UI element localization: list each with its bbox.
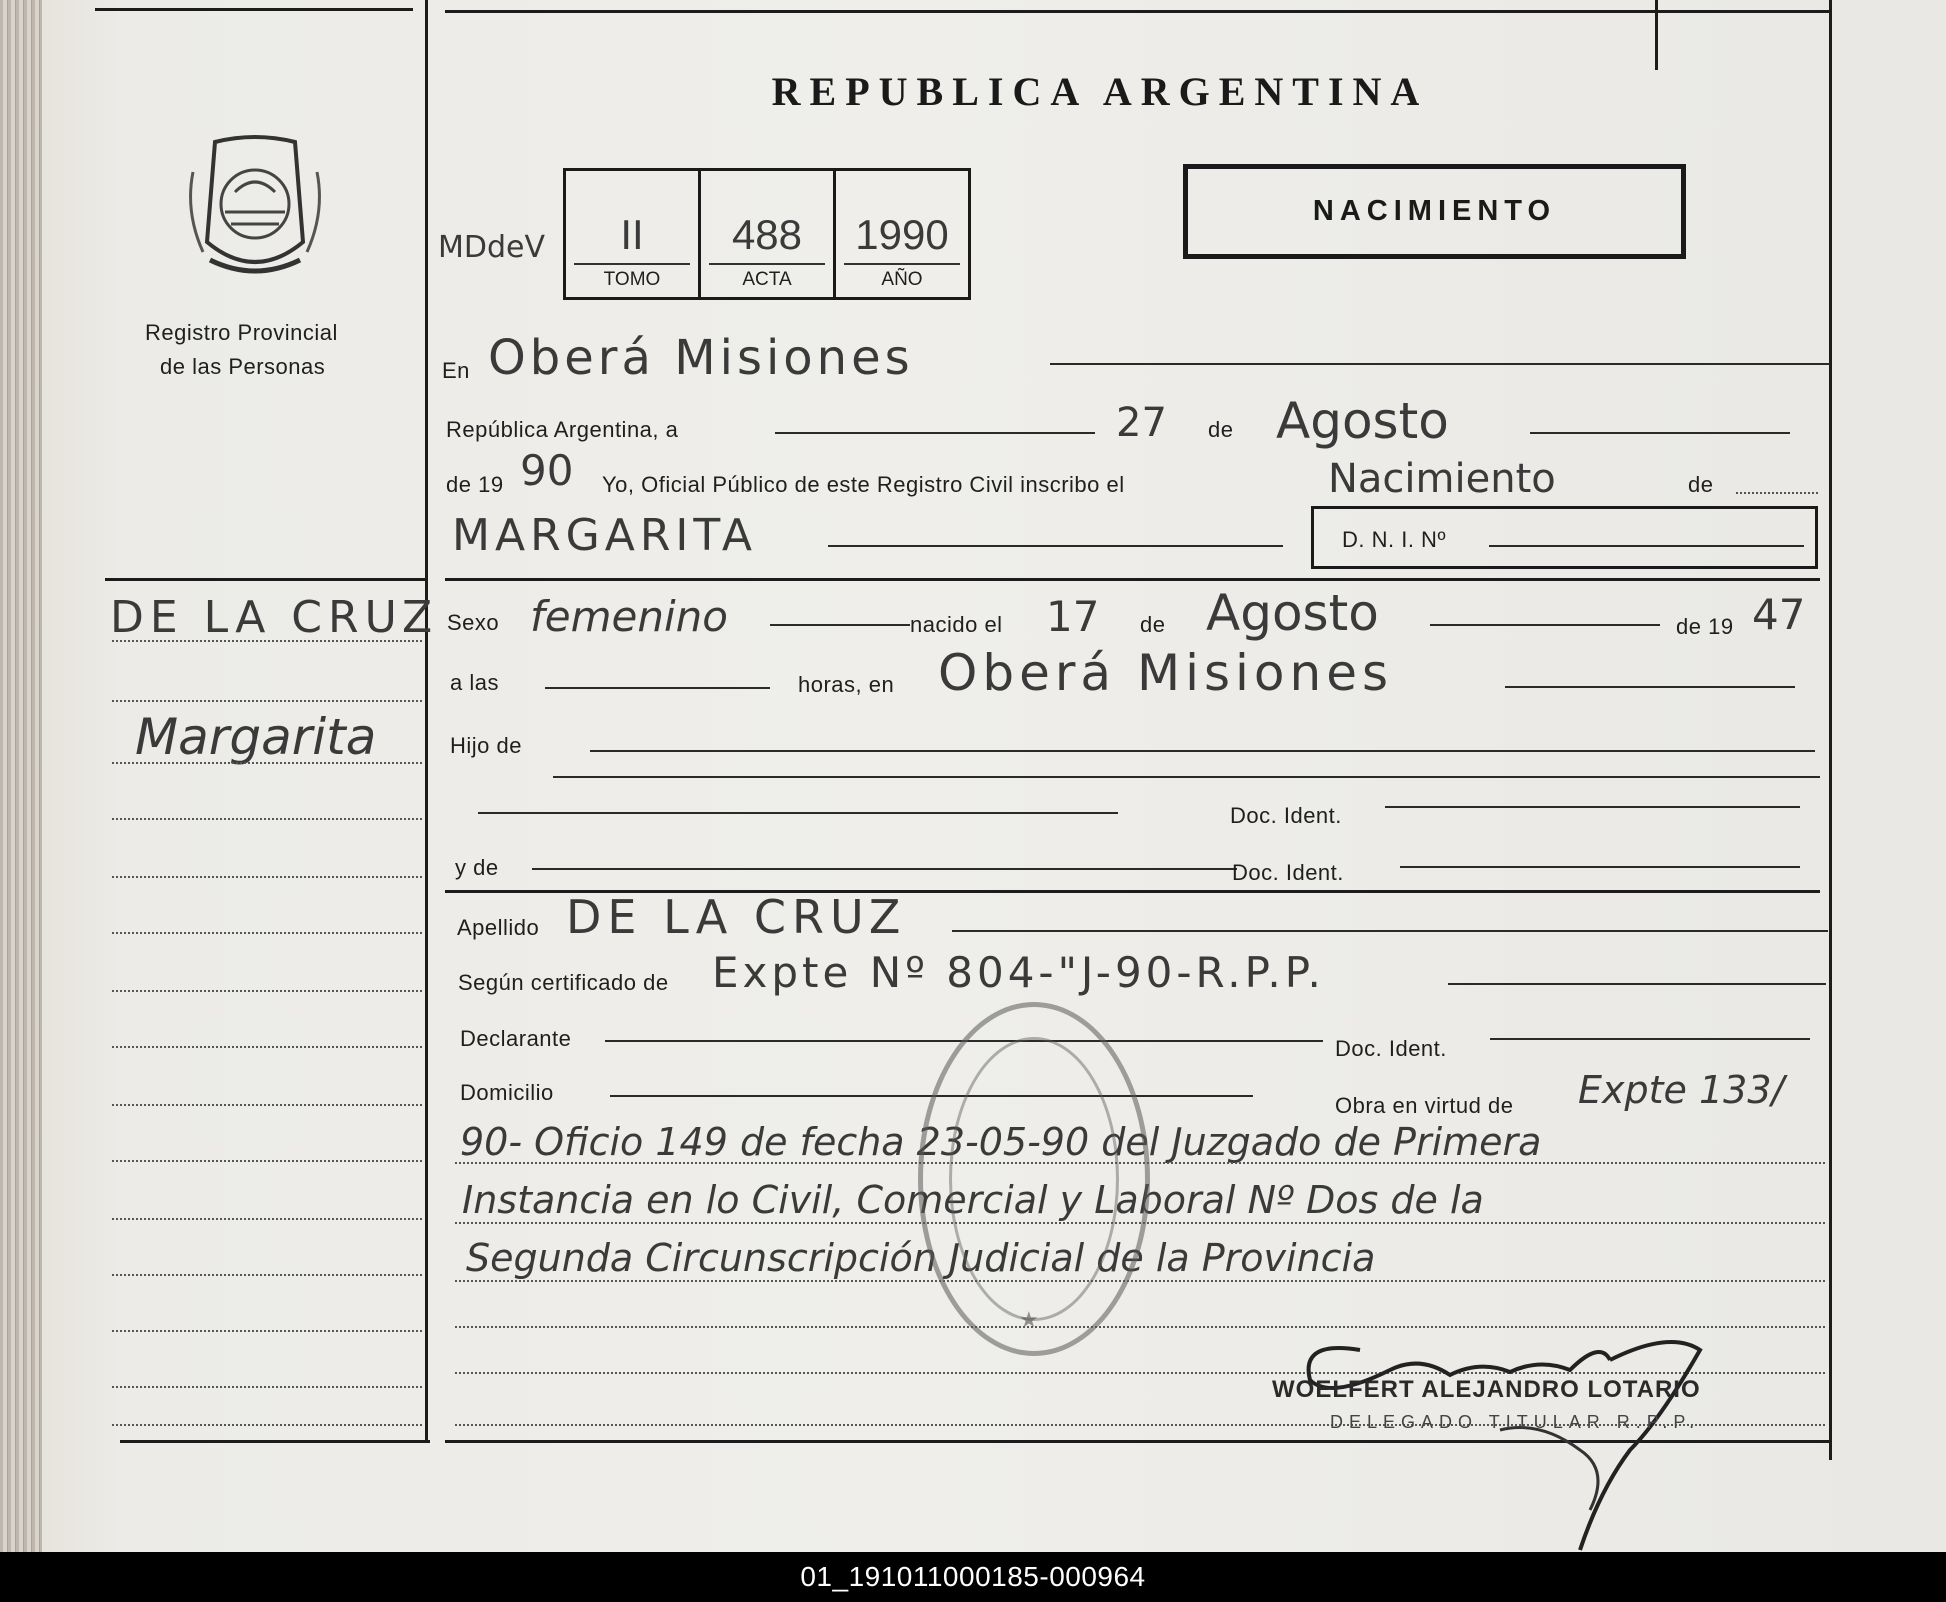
left-ruled-line [112, 1046, 422, 1048]
bottom-rule-left [120, 1440, 430, 1443]
obra-label: Obra en virtud de [1335, 1093, 1514, 1118]
mother-line [532, 868, 1237, 870]
nacido-label: nacido el [910, 612, 1003, 637]
index-surname: DE LA CRUZ [110, 592, 439, 643]
dni-label: D. N. I. Nº [1342, 527, 1446, 552]
registry-number-table [563, 168, 971, 300]
sexo-label: Sexo [447, 610, 500, 635]
hijo-label: Hijo de [450, 733, 522, 758]
mother-doc-line [1400, 866, 1800, 868]
name-line-end [1736, 492, 1818, 494]
virtud-line-3: Instancia en lo Civil, Comercial y Laboral Nº Dos de la [462, 1178, 1484, 1222]
ano-value: 1990 [855, 211, 949, 258]
registered-name: MARGARITA [452, 510, 757, 561]
left-ruled-line [112, 1104, 422, 1106]
dni-box [1311, 506, 1818, 569]
footer-bar [0, 1552, 1946, 1602]
left-ruled-line [112, 932, 422, 934]
birth-place: Oberá Misiones [938, 644, 1394, 702]
declarante-doc-line [1490, 1038, 1810, 1040]
left-ruled-line [112, 818, 422, 820]
misiones-seal-icon [185, 132, 325, 292]
parent-separator [553, 776, 1820, 778]
declarante-label: Declarante [460, 1026, 572, 1051]
left-ruled-line [112, 990, 422, 992]
tomo-label: TOMO [574, 263, 690, 291]
birth-place-line [1505, 686, 1795, 688]
main-section-rule-1 [445, 578, 1820, 581]
dni-line [1489, 545, 1804, 547]
registration-month: Agosto [1276, 392, 1449, 450]
record-type-box [1183, 164, 1686, 259]
official-stamp [918, 1002, 1150, 1356]
signatory-name: WOELFERT ALEJANDRO LOTARIO [1272, 1376, 1701, 1403]
registered-name-line [828, 545, 1283, 547]
left-ruled-line [112, 1274, 422, 1276]
domicilio-label: Domicilio [460, 1080, 554, 1105]
de-label-3: de [1140, 612, 1166, 637]
left-ruled-line [112, 640, 422, 642]
hours-line [545, 687, 770, 689]
registration-year-suffix: 90 [520, 446, 574, 495]
surname: DE LA CRUZ [566, 890, 907, 944]
registration-day: 27 [1116, 400, 1167, 446]
y-de-label: y de [455, 855, 499, 880]
left-ruled-line [112, 1330, 422, 1332]
acta-cell [701, 171, 836, 297]
de-label: de [1208, 417, 1234, 442]
birth-year-prefix: de 19 [1676, 614, 1734, 639]
father-doc-line [1385, 806, 1800, 808]
left-ruled-line [112, 1424, 422, 1426]
birth-month: Agosto [1206, 584, 1379, 642]
date-line [775, 432, 1095, 434]
place-line [1050, 363, 1830, 365]
record-type-label: NACIMIENTO [1312, 195, 1557, 227]
father-line [590, 750, 1815, 752]
virtud-line-4: Segunda Circunscripción Judicial de la Provincia [466, 1236, 1376, 1280]
document-id: 01_191011000185-000964 [800, 1561, 1146, 1592]
birth-year-suffix: 47 [1752, 590, 1806, 639]
surname-line [952, 930, 1828, 932]
annotation-ruled-line [455, 1280, 1825, 1282]
left-ruled-line [112, 1386, 422, 1388]
registry-name-line2: de las Personas [160, 354, 326, 379]
horas-label: horas, en [798, 672, 895, 697]
mother-doc-label: Doc. Ident. [1232, 860, 1344, 885]
republica-label: República Argentina, a [446, 417, 679, 442]
left-ruled-line [112, 762, 422, 764]
sexo-line [770, 624, 910, 626]
tomo-value: II [620, 211, 644, 258]
corner-mark [1655, 0, 1658, 70]
a-las-label: a las [450, 670, 499, 695]
ano-cell [836, 171, 968, 297]
left-section-rule [105, 578, 427, 581]
country-title: REPUBLICA ARGENTINA [771, 69, 1429, 114]
segun-label: Según certificado de [458, 970, 669, 995]
virtud-line-1: Expte 133/ [1578, 1068, 1785, 1112]
act-kind: Nacimiento [1328, 456, 1556, 502]
top-rule-left [95, 8, 413, 11]
declarante-doc-label: Doc. Ident. [1335, 1036, 1447, 1061]
left-ruled-line [112, 1218, 422, 1220]
certificate-line [1448, 983, 1826, 985]
index-given-name: Margarita [135, 708, 377, 766]
acta-value: 488 [731, 211, 803, 258]
left-ruled-line [112, 876, 422, 878]
book-spine [0, 0, 42, 1552]
de-label-2: de [1688, 472, 1714, 497]
stamp-star-icon: ★ [1019, 1307, 1039, 1332]
month-line [1530, 432, 1790, 434]
registry-name-line1: Registro Provincial [145, 320, 338, 345]
registry-prefix: MDdeV [438, 230, 546, 265]
virtud-line-2: 90- Oficio 149 de fecha 23-05-90 del Juzgado de Primera [460, 1120, 1542, 1164]
left-column-divider [425, 0, 428, 1440]
tomo-cell [566, 171, 701, 297]
right-border [1829, 0, 1832, 1460]
signatory-title: DELEGADO TITULAR R.P.P. [1330, 1412, 1701, 1432]
registration-place: Oberá Misiones [488, 330, 914, 386]
left-ruled-line [112, 1160, 422, 1162]
left-ruled-line [112, 700, 422, 702]
acta-label: ACTA [709, 263, 825, 291]
en-label: En [442, 358, 470, 383]
birth-day: 17 [1046, 592, 1100, 641]
top-rule-right [445, 10, 1830, 13]
father-name-line [478, 812, 1118, 814]
ano-label: AÑO [844, 263, 960, 291]
stamp-inner-ring [949, 1037, 1119, 1321]
certificate-reference: Expte Nº 804-"J-90-R.P.P. [712, 948, 1325, 997]
apellido-label: Apellido [457, 915, 540, 940]
year-prefix: de 19 [446, 472, 504, 497]
sex-value: femenino [530, 592, 728, 641]
official-statement: Yo, Oficial Público de este Registro Civil inscribo el [602, 472, 1125, 497]
father-doc-label: Doc. Ident. [1230, 803, 1342, 828]
birth-month-line [1430, 624, 1660, 626]
